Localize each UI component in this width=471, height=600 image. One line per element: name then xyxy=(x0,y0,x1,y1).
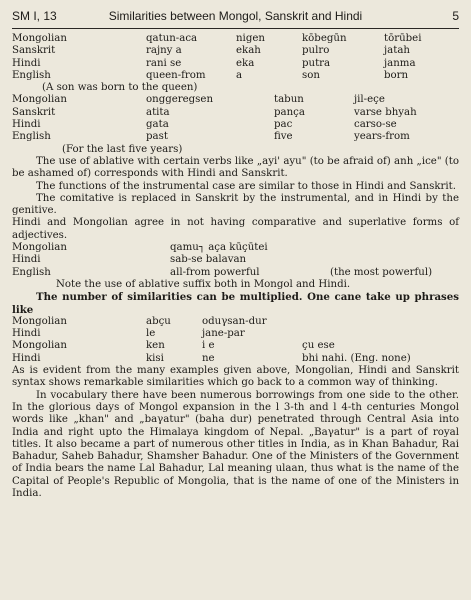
table-cell: years-from xyxy=(354,131,410,143)
table3-row xyxy=(12,267,459,279)
table-cell: sab-se balavan xyxy=(170,254,247,266)
table-cell: all-from powerful xyxy=(170,266,260,278)
table-cell: jatah xyxy=(384,45,410,57)
running-header xyxy=(12,6,459,29)
table-cell: atita xyxy=(146,106,170,118)
table-cell: ekah xyxy=(236,45,261,57)
table-cell: rajny a xyxy=(146,45,182,57)
paragraph: In vocabulary there have been numerous borrowings from one side to the other. In the glorious days of Mongol expansion in the l 3-th and l 4-th centuries Mongol words like „khan" and „baγatur" (baha dur) penetrated through Central Asia into India and right upto the Himalaya kingdom of Nepal. „Baγatur" is a part of royal titles. It also became a part of numerous other titles in India, as in Khan Bahadur, Rai Bahadur, Saheb Bahadur, Shamsher Bahadur. One of the Ministers of the Government of India bears the name Lal Bahadur, Lal meaning ulaan, thus what is the name of the Capital of People's Republic of Mongolia, that is the name of one of the Ministers in India. xyxy=(12,389,459,499)
section-ref: SM I, 13 xyxy=(12,9,57,23)
table1-row xyxy=(12,33,459,45)
table-cell: varse bhyah xyxy=(354,106,417,118)
table3-row xyxy=(12,242,459,254)
table-cell: i e xyxy=(202,340,215,352)
table-cell: qamu┐ aça kūçūtei xyxy=(170,242,268,254)
note-line: Note the use of ablative suffix both in Mongol and Hindi. xyxy=(56,278,351,290)
lang-label: Mongolian xyxy=(12,340,67,352)
lang-label: Mongolian xyxy=(12,33,67,44)
lang-label: Hindi xyxy=(12,57,41,69)
table-cell: (the most powerful) xyxy=(330,266,433,278)
table2-row xyxy=(12,107,459,119)
table-cell: abçu xyxy=(146,315,171,327)
table-cell: queen-from xyxy=(146,69,206,81)
page-number: 5 xyxy=(452,9,459,23)
table-cell: a xyxy=(236,69,243,81)
paragraph: The number of similarities can be multiplied. One cane take up phrases like xyxy=(12,291,459,316)
lang-label: Hindi xyxy=(12,119,41,131)
table-cell: born xyxy=(384,69,409,81)
lang-label: Sanskrit xyxy=(12,45,56,57)
table4-row xyxy=(12,328,459,340)
table-cell: qatun-aca xyxy=(146,33,198,44)
paragraph: As is evident from the many examples given above, Mongolian, Hindi and Sanskrit syntax shows remarkable similarities which go back to a common way of thinking. xyxy=(12,365,459,389)
table1-row xyxy=(12,45,459,57)
lang-label: Mongolian xyxy=(12,315,67,327)
lang-label: English xyxy=(12,69,51,81)
table-cell: tabun xyxy=(274,94,304,106)
lang-label: Hindi xyxy=(12,328,41,340)
lang-label: Hindi xyxy=(12,254,41,266)
running-title: Similarities between Mongol, Sanskrit and Hindi xyxy=(108,9,363,23)
translation-note: (A son was born to the queen) xyxy=(42,82,198,94)
lang-label: English xyxy=(12,266,51,278)
paragraph: The functions of the instrumental case are similar to those in Hindi and Sanskrit. xyxy=(36,180,457,192)
table1-row xyxy=(12,58,459,70)
table-cell: tōrūbei xyxy=(384,33,422,44)
table-cell: kisi xyxy=(146,352,164,364)
table-cell: bhi nahi. (Eng. none) xyxy=(302,352,411,364)
table-cell: onggeregsen xyxy=(146,94,214,106)
table-cell: nigen xyxy=(236,33,265,44)
table-cell: pulro xyxy=(302,45,330,57)
table-cell: ne xyxy=(202,352,215,364)
table-cell: five xyxy=(274,131,293,143)
table-cell: kōbegūn xyxy=(302,33,347,44)
table3-row xyxy=(12,254,459,266)
lang-label: Hindi xyxy=(12,352,41,364)
table4-row xyxy=(12,340,459,352)
table2-row xyxy=(12,94,459,106)
table-cell: carso-se xyxy=(354,119,397,131)
lang-label: English xyxy=(12,131,51,143)
table-cell: oduγsan-dur xyxy=(202,315,267,327)
lang-label: Mongolian xyxy=(12,242,67,254)
table-cell: past xyxy=(146,131,168,143)
table4-row xyxy=(12,316,459,328)
lang-label: Sanskrit xyxy=(12,106,56,118)
table-cell: çu ese xyxy=(302,340,335,352)
table-cell: jil-eçe xyxy=(354,94,385,106)
table-cell: pac xyxy=(274,119,293,131)
table-cell: ken xyxy=(146,340,165,352)
table-cell: eka xyxy=(236,57,255,69)
table-cell: pança xyxy=(274,106,305,118)
paragraph: Hindi and Mongolian agree in not having comparative and superlative forms of adjectives. xyxy=(12,217,459,241)
table2-row xyxy=(12,119,459,131)
table4-row xyxy=(12,353,459,365)
table-cell: le xyxy=(146,328,156,340)
translation-note: (For the last five years) xyxy=(62,143,183,155)
paragraph: The comitative is replaced in Sanskrit by the instrumental, and in Hindi by the genitive. xyxy=(12,192,459,217)
table1-row xyxy=(12,70,459,82)
table-cell: son xyxy=(302,69,320,81)
table-cell: jane-par xyxy=(202,328,245,340)
lang-label: Mongolian xyxy=(12,94,67,106)
table-cell: gata xyxy=(146,119,169,131)
paragraph: The use of ablative with certain verbs like „ayi' ayu" (to be afraid of) anh „ice" (to be ashamed of) corresponds with Hindi and Sanskrit. xyxy=(12,155,459,180)
table-cell: janma xyxy=(384,57,416,69)
table-cell: rani se xyxy=(146,57,182,69)
table2-row xyxy=(12,131,459,143)
table-cell: putra xyxy=(302,57,331,69)
page-content xyxy=(12,33,459,500)
